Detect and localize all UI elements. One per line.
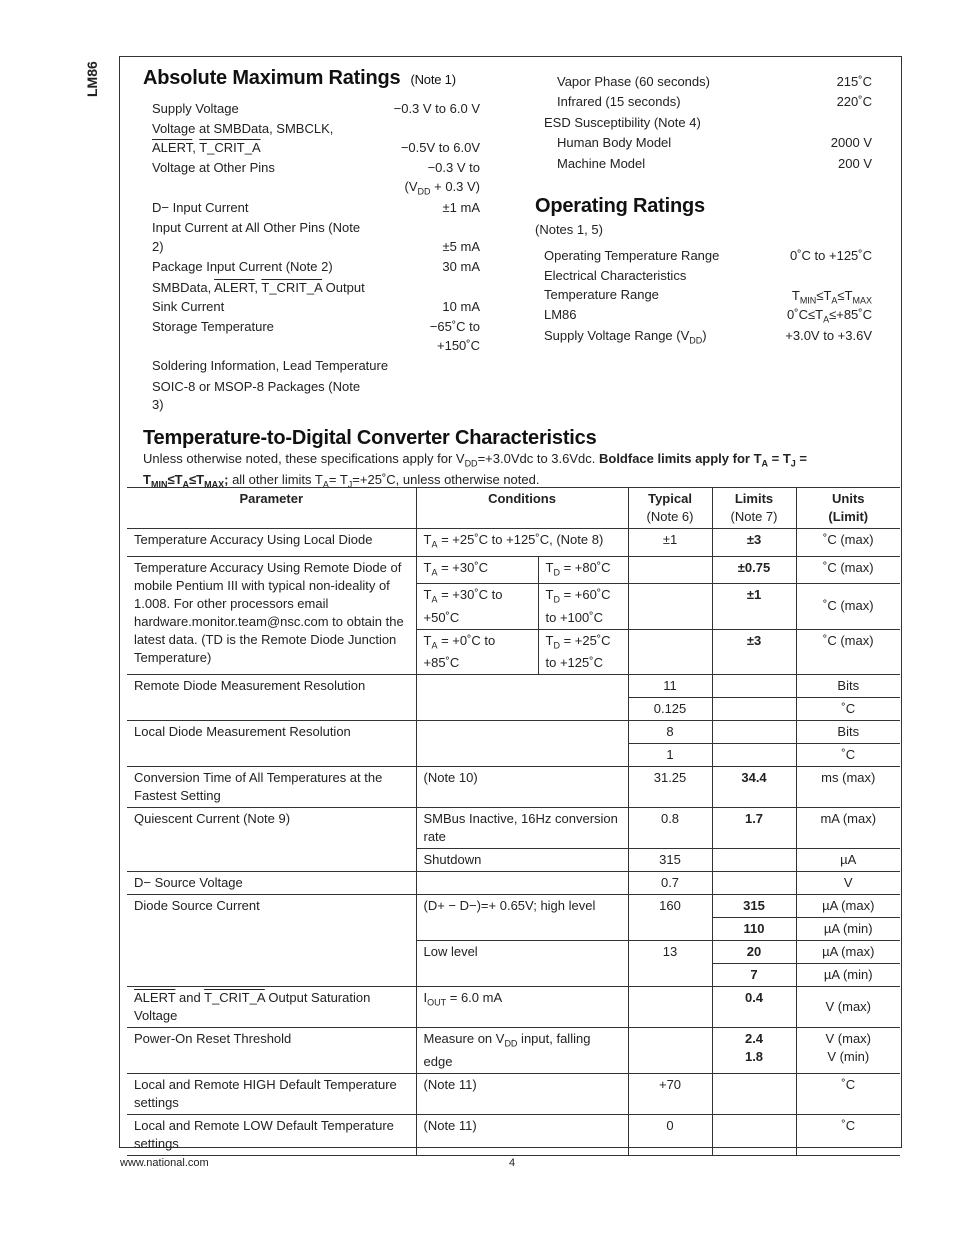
cell-lim: 315 (712, 895, 796, 918)
page-number: 4 (509, 1157, 516, 1169)
abs-row-value: 10 mA (442, 299, 480, 314)
cell-typ: 160 (628, 895, 712, 941)
cell-typ: 315 (628, 849, 712, 872)
cell-unit: Bits (796, 675, 900, 698)
abs-row-value: −65˚C to (429, 319, 480, 334)
cell-cond (416, 675, 628, 721)
abs-row-value: ±5 mA (442, 239, 480, 254)
cell-lim: 7 (712, 964, 796, 987)
abs-row-param: Voltage at Other Pins (152, 160, 275, 175)
cell-param: Remote Diode Measurement Resolution (127, 675, 416, 721)
cell-typ: 31.25 (628, 767, 712, 808)
cell-typ: 8 (628, 721, 712, 744)
abs-row-value: −0.3 V to (427, 160, 480, 175)
table-row (127, 556, 900, 584)
cell-cond: Shutdown (416, 849, 628, 872)
abs-row-value: ±1 mA (442, 200, 480, 215)
cell-lim (712, 721, 796, 744)
abs-row-param: 2) (152, 239, 164, 254)
cell-cond: $T_D$ = +60˚C to +100˚C (538, 584, 628, 630)
cell-typ: +70 (628, 1073, 712, 1114)
cell-typ: ±1 (628, 529, 712, 557)
cell-unit: V (max) V (min) (796, 1028, 900, 1074)
cell-param: Local Diode Measurement Resolution (127, 721, 416, 767)
table-row (127, 1073, 900, 1114)
cell-cond: $T_D$ = +25˚C to +125˚C (538, 629, 628, 675)
cell-lim: ±3 (712, 529, 796, 557)
abs-row-value: ($V_{DD} + 0.3$ V) (404, 179, 480, 197)
abs-row-value: 220˚C (836, 94, 872, 109)
cell-typ: 0.8 (628, 808, 712, 849)
header-parameter: Parameter (127, 488, 416, 529)
cell-cond: $T_A$ = +30˚C (416, 556, 538, 584)
cell-typ: 13 (628, 941, 712, 987)
cell-unit: V (796, 872, 900, 895)
footer-url-link[interactable]: www.national.com (120, 1157, 209, 1169)
abs-row-param: Soldering Information, Lead Temperature (152, 358, 389, 373)
cell-lim (712, 744, 796, 767)
table-row (127, 1114, 900, 1155)
abs-row-param: D− Input Current (152, 200, 249, 215)
cell-param: Conversion Time of All Temperatures at the Fastest Setting (127, 767, 416, 808)
cell-lim: 20 (712, 941, 796, 964)
cell-cond (416, 721, 628, 767)
cell-unit: µA (max) (796, 895, 900, 918)
abs-row-param: SOIC-8 or MSOP-8 Packages (Note (152, 379, 361, 394)
cell-unit: ˚C (796, 1073, 900, 1114)
abs-row-param: Input Current at All Other Pins (Note (152, 220, 361, 235)
cell-unit: mA (max) (796, 808, 900, 849)
table-row (127, 675, 900, 698)
header-units: Units (Limit) (796, 488, 900, 529)
table-header-row (127, 488, 900, 529)
op-row-value: 0˚C to +125˚C (789, 248, 872, 263)
cell-lim (712, 1073, 796, 1114)
abs-row-param: Machine Model (557, 156, 646, 171)
abs-row-param: Package Input Current (Note 2) (152, 259, 333, 274)
cell-typ (628, 987, 712, 1028)
abs-row-param: Sink Current (152, 299, 225, 314)
cell-lim: 2.4 1.8 (712, 1028, 796, 1074)
table-row (127, 987, 900, 1028)
abs-row-value: 30 mA (442, 259, 480, 274)
op-row-value: +3.0V to +3.6V (785, 328, 872, 343)
abs-row-param: Vapor Phase (60 seconds) (557, 74, 710, 89)
cell-param: Temperature Accuracy Using Local Diode (127, 529, 416, 557)
cell-cond: (D+ − D−)=+ 0.65V; high level (416, 895, 628, 941)
op-row-value: $T_{MIN}\le T_A\le T_{MAX}$ (791, 288, 872, 306)
op-row-value: $0˚C\le T_A\le+85˚C$ (787, 307, 872, 325)
cell-lim: 0.4 (712, 987, 796, 1028)
cell-lim: ±0.75 (712, 556, 796, 584)
abs-row-param: Storage Temperature (152, 319, 274, 334)
abs-row-param: SMBData, ALERT, T_CRIT_A Output (152, 280, 365, 295)
cell-cond: (Note 11) (416, 1114, 628, 1155)
cell-param: Local and Remote HIGH Default Temperature settings (127, 1073, 416, 1114)
abs-row-param: Supply Voltage (152, 101, 239, 116)
cell-unit: µA (min) (796, 964, 900, 987)
table-row (127, 895, 900, 918)
header-typical: Typical (Note 6) (628, 488, 712, 529)
abs-row-value: −0.5V to 6.0V (400, 140, 480, 155)
cell-unit: µA (max) (796, 941, 900, 964)
cell-lim (712, 1114, 796, 1155)
abs-row-param: ALERT, T_CRIT_A (152, 140, 261, 155)
cell-unit: µA (796, 849, 900, 872)
cell-unit: ˚C (796, 744, 900, 767)
abs-row-param: 3) (152, 397, 164, 412)
cell-param: Temperature Accuracy Using Remote Diode of mobile Pentium III with typical non-ideality of 1.008. For other processors email hardware.monitor.team@nsc.com to obtain the latest data. (TD is the Remote Diode Junction Temperature) (127, 556, 416, 675)
op-ratings-notes: (Notes 1, 5) (535, 222, 603, 237)
op-row-param: Temperature Range (544, 287, 659, 302)
cell-cond: (Note 11) (416, 1073, 628, 1114)
abs-row-value: 2000 V (830, 135, 872, 150)
cell-lim: ±1 (712, 584, 796, 630)
header-conditions: Conditions (416, 488, 628, 529)
abs-max-title: Absolute Maximum Ratings (Note 1) (143, 67, 456, 89)
cell-unit: ˚C (796, 698, 900, 721)
cell-typ: 11 (628, 675, 712, 698)
cell-cond: $T_A$ = +0˚C to +85˚C (416, 629, 538, 675)
cell-unit: ˚C (max) (796, 629, 900, 675)
table-row (127, 721, 900, 744)
op-row-param: Electrical Characteristics (544, 268, 687, 283)
cell-cond (416, 872, 628, 895)
table-row (127, 529, 900, 557)
abs-row-value: −0.3 V to 6.0 V (393, 101, 480, 116)
abs-row-param: Infrared (15 seconds) (557, 94, 681, 109)
abs-row-value: 200 V (838, 156, 872, 171)
cell-cond: SMBus Inactive, 16Hz conversion rate (416, 808, 628, 849)
cell-param: Quiescent Current (Note 9) (127, 808, 416, 872)
cell-cond: (Note 10) (416, 767, 628, 808)
cell-unit: ˚C (max) (796, 556, 900, 584)
tdc-intro: Unless otherwise noted, these specifications apply for $V_{DD}=+3.0Vdc$ to 3.6Vdc. Boldface limits apply for $T_A = T_J = T_{MIN}\le T_A\le T_{MAX}$; all other limits $T_A=$ $T_J=+25˚C$, unless otherwise noted. (143, 451, 808, 490)
table-row (127, 767, 900, 808)
op-row-param: Supply Voltage Range $(V_{DD})$ (544, 328, 707, 346)
table-row (127, 1028, 900, 1074)
cell-lim: 1.7 (712, 808, 796, 849)
cell-param: Power-On Reset Threshold (127, 1028, 416, 1074)
cell-cond: $T_D$ = +80˚C (538, 556, 628, 584)
cell-param: ALERT and T_CRIT_A Output Saturation Voltage (127, 987, 416, 1028)
cell-cond: Low level (416, 941, 628, 987)
cell-unit: ms (max) (796, 767, 900, 808)
cell-param: Diode Source Current (127, 895, 416, 987)
cell-typ: 0 (628, 1114, 712, 1155)
cell-cond: $T_A$ = +25˚C to +125˚C, (Note 8) (416, 529, 628, 557)
cell-typ (628, 556, 712, 584)
cell-typ (628, 584, 712, 630)
cell-unit: ˚C (796, 1114, 900, 1155)
cell-typ (628, 1028, 712, 1074)
table-row (127, 872, 900, 895)
cell-lim: 34.4 (712, 767, 796, 808)
tdc-table (127, 487, 900, 1156)
cell-lim (712, 675, 796, 698)
op-row-param: LM86 (544, 307, 577, 322)
cell-unit: ˚C (max) (796, 584, 900, 630)
side-part-label: LM86 (84, 61, 100, 97)
table-row (127, 808, 900, 849)
op-row-param: Operating Temperature Range (544, 248, 720, 263)
abs-row-param: ESD Susceptibility (Note 4) (544, 115, 701, 130)
cell-param: D− Source Voltage (127, 872, 416, 895)
cell-unit: µA (min) (796, 918, 900, 941)
abs-row-value: 215˚C (836, 74, 872, 89)
cell-typ: 0.125 (628, 698, 712, 721)
cell-lim (712, 872, 796, 895)
cell-param: Local and Remote LOW Default Temperature settings (127, 1114, 416, 1155)
cell-lim (712, 849, 796, 872)
cell-lim: ±3 (712, 629, 796, 675)
header-limits: Limits (Note 7) (712, 488, 796, 529)
cell-unit: V (max) (796, 987, 900, 1028)
op-ratings-title: Operating Ratings (535, 195, 705, 217)
cell-typ: 1 (628, 744, 712, 767)
cell-lim (712, 698, 796, 721)
tdc-title: Temperature-to-Digital Converter Characteristics (143, 427, 597, 449)
cell-unit: Bits (796, 721, 900, 744)
cell-typ: 0.7 (628, 872, 712, 895)
abs-row-param: Human Body Model (557, 135, 672, 150)
cell-cond: Measure on $V_{DD}$ input, falling edge (416, 1028, 628, 1074)
cell-typ (628, 629, 712, 675)
cell-cond: $I_{OUT} = 6.0$ mA (416, 987, 628, 1028)
cell-lim: 110 (712, 918, 796, 941)
abs-row-value: +150˚C (437, 338, 480, 353)
abs-row-param: Voltage at SMBData, SMBCLK, (152, 121, 334, 136)
cell-unit: ˚C (max) (796, 529, 900, 557)
cell-cond: $T_A$ = +30˚C to +50˚C (416, 584, 538, 630)
